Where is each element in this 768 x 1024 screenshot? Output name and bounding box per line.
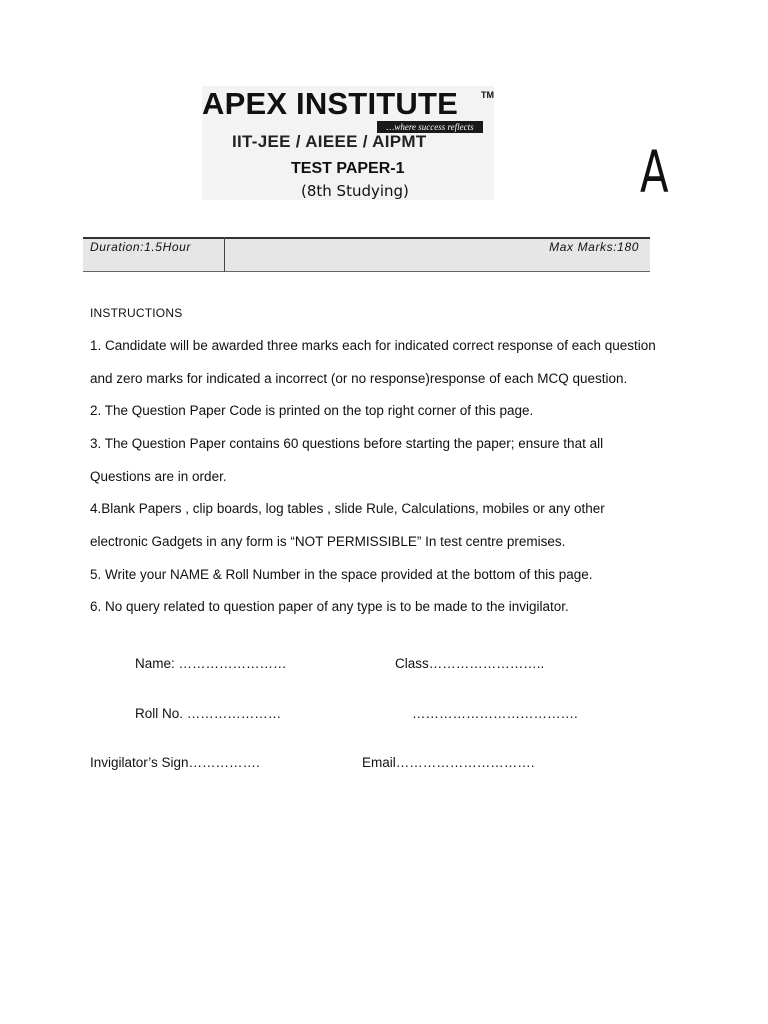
class-note: (8th Studying) (301, 182, 409, 200)
trademark-mark: TM (481, 90, 494, 100)
max-marks-label: Max Marks:180 (549, 240, 639, 254)
class-field[interactable]: Class…………………….. (395, 656, 545, 671)
instruction-line: and zero marks for indicated a incorrect (or no response)response of each MCQ question. (90, 371, 628, 386)
logo-tagline: …where success reflects (377, 121, 483, 133)
blank-field[interactable]: ………………………………. (412, 706, 578, 721)
exam-names: IIT-JEE / AIEEE / AIPMT (232, 132, 427, 151)
instruction-line: 3. The Question Paper contains 60 questions before starting the paper; ensure that all (90, 436, 604, 451)
paper-code: A (640, 138, 669, 206)
duration-label: Duration:1.5Hour (90, 240, 191, 254)
instruction-line: 5. Write your NAME & Roll Number in the space provided at the bottom of this page. (90, 567, 593, 582)
info-bar-divider (224, 237, 225, 272)
instruction-line: 4.Blank Papers , clip boards, log tables , slide Rule, Calculations, mobiles or any other (90, 501, 605, 516)
test-paper-title: TEST PAPER-1 (291, 160, 405, 177)
instructions-heading: INSTRUCTIONS (90, 306, 183, 320)
instruction-line: 6. No query related to question paper of any type is to be made to the invigilator. (90, 599, 569, 614)
roll-number-field[interactable]: Roll No. ………………… (135, 706, 282, 721)
instruction-line: electronic Gadgets in any form is “NOT PERMISSIBLE” In test centre premises. (90, 534, 566, 549)
instruction-line: Questions are in order. (90, 469, 227, 484)
institute-logo-name: APEX INSTITUTE (202, 86, 458, 121)
instruction-line: 1. Candidate will be awarded three marks each for indicated correct response of each question (90, 338, 656, 353)
email-field[interactable]: Email…………………………. (362, 755, 535, 770)
instruction-line: 2. The Question Paper Code is printed on the top right corner of this page. (90, 403, 534, 418)
invigilator-sign-field[interactable]: Invigilator’s Sign……………. (90, 755, 260, 770)
name-field[interactable]: Name: …………………… (135, 656, 287, 671)
